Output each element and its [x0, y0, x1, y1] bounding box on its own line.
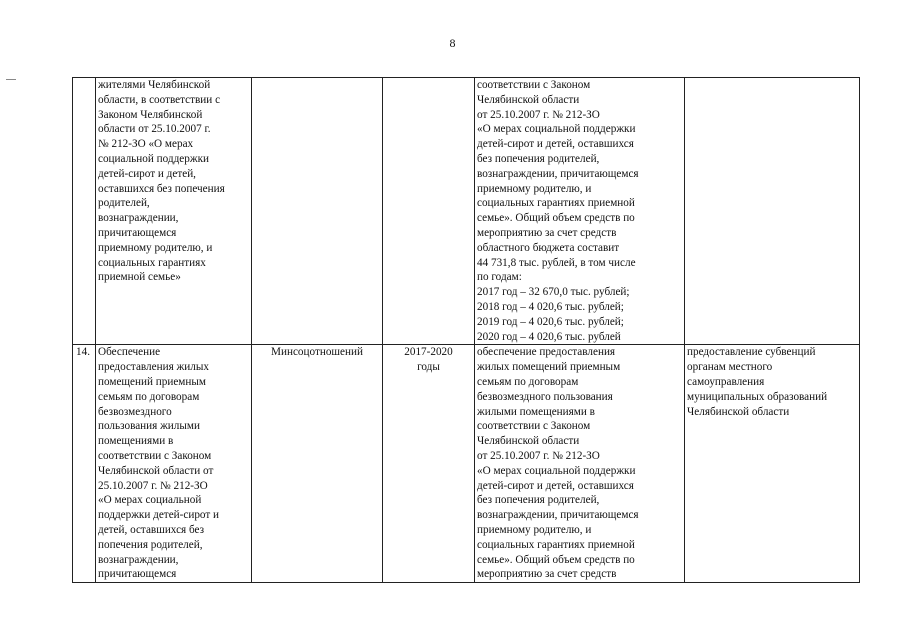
cell-description: соответствии с Законом Челябинской области от 25.10.2007 г. № 212-ЗО «О мерах социальной поддержки детей-сирот и детей, оставшихся без попечения родителей, вознаграждении, причитающемся приемному родителю, и социальных гарантиях приемной семье». Общий объем средств по мероприятию за счет средств областного бюджета составит 44 731,8 тыс. рублей, в том числе по годам: 2017 год – 32 670,0 тыс. рублей; 2018 год – 4 020,6 тыс. рублей; 2019 год – 4 020,6 тыс. рублей; 2020 год – 4 020,6 тыс. рублей	[475, 78, 685, 345]
table-row	[73, 345, 860, 583]
program-table	[72, 77, 860, 583]
margin-mark	[6, 79, 16, 80]
cell-period	[383, 78, 475, 345]
table-row	[73, 78, 860, 345]
cell-result	[685, 78, 860, 345]
cell-measure-name: жителями Челябинской области, в соответствии с Законом Челябинской области от 25.10.2007 г. № 212-ЗО «О мерах социальной поддержки детей-сирот и детей, оставшихся без попечения родителей, вознаграждении, причитающемся приемному родителю, и социальных гарантиях приемной семье»	[96, 78, 252, 345]
cell-period: 2017-2020 годы	[383, 345, 475, 583]
cell-number: 14.	[73, 345, 96, 583]
cell-description: обеспечение предоставления жилых помещений приемным семьям по договорам безвозмездного пользования жилыми помещениями в соответствии с Законом Челябинской области от 25.10.2007 г. № 212-ЗО «О мерах социальной поддержки детей-сирот и детей, оставшихся без попечения родителей, вознаграждении, причитающемся приемному родителю, и социальных гарантиях приемной семье». Общий объем средств по мероприятию за счет средств	[475, 345, 685, 583]
page-number: 8	[449, 36, 456, 50]
cell-result: предоставление субвенций органам местного самоуправления муниципальных образований Челябинской области	[685, 345, 860, 583]
cell-executor	[252, 78, 383, 345]
cell-executor: Минсоцотношений	[252, 345, 383, 583]
cell-number	[73, 78, 96, 345]
cell-measure-name: Обеспечение предоставления жилых помещений приемным семьям по договорам безвозмездного пользования жилыми помещениями в соответствии с Законом Челябинской области от 25.10.2007 г. № 212-ЗО «О мерах социальной поддержки детей-сирот и детей, оставшихся без попечения родителей, вознаграждении, причитающемся	[96, 345, 252, 583]
